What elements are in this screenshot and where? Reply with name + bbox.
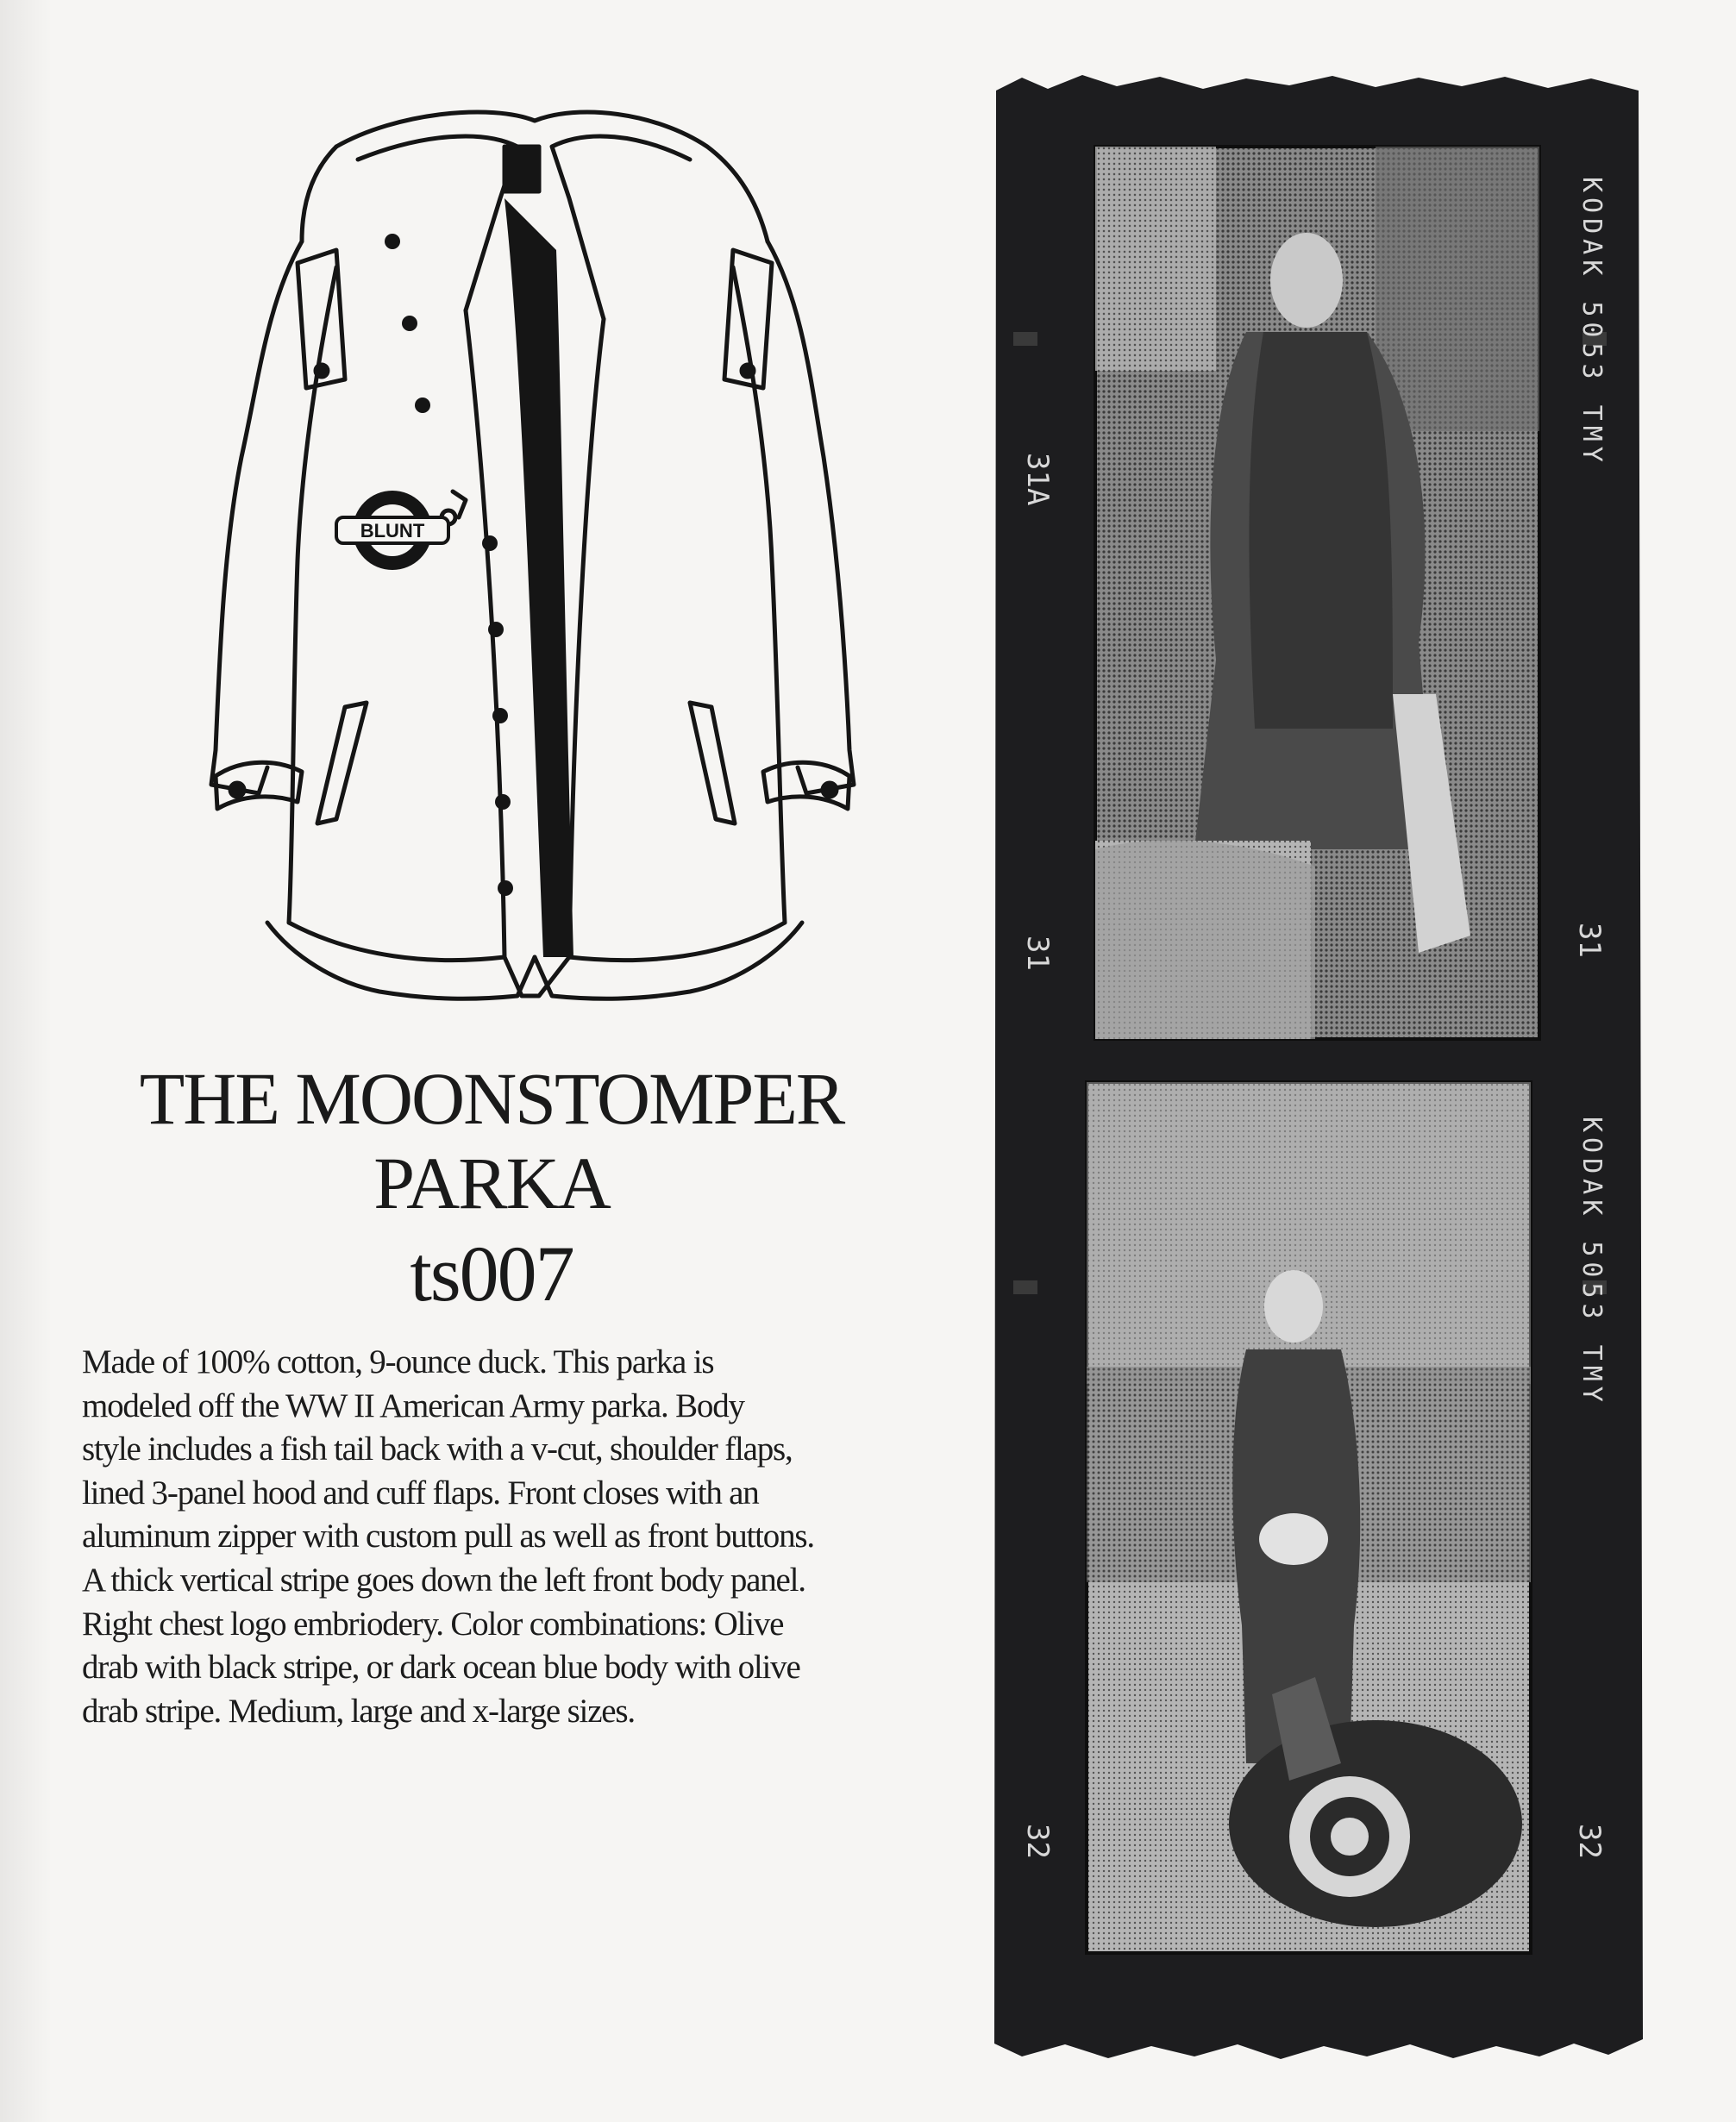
collar-tab: [505, 147, 539, 191]
description-line: Made of 100% cotton, 9-ounce duck. This parka is: [82, 1343, 714, 1380]
film-strip-graphic: [987, 73, 1651, 2061]
placket-buttons: [482, 535, 513, 896]
parka-illustration: [207, 95, 862, 1043]
left-pocket: [317, 703, 367, 823]
description-line: drab with black stripe, or dark ocean blue body with olive: [82, 1649, 800, 1687]
frame-number: 32: [1572, 1824, 1607, 1859]
film-edge-label: KODAK 5053 TMY: [1576, 1117, 1607, 1407]
right-side-outline: [768, 241, 854, 793]
hood-outline: [336, 112, 768, 241]
binding-shadow: [0, 0, 52, 2122]
vertical-stripe: [505, 198, 573, 957]
photo-frame-31: [1095, 147, 1539, 1039]
frame-number: 31A: [1020, 453, 1055, 506]
frame-number: 32: [1020, 1824, 1055, 1859]
product-title-line-1: THE MOONSTOMPER: [139, 1057, 844, 1140]
product-title-line-2: PARKA: [373, 1142, 610, 1224]
description-line: lined 3-panel hood and cuff flaps. Front closes with an: [82, 1474, 759, 1512]
left-buttons: [385, 234, 430, 413]
logo-text: BLUNT: [360, 520, 425, 541]
photo-frame-32: [1087, 1082, 1531, 1953]
description-line: style includes a fish tail back with a v-cut, shoulder flaps,: [82, 1430, 793, 1468]
product-title-block: [52, 1056, 931, 1318]
description-line: aluminum zipper with custom pull as well as front buttons.: [82, 1518, 814, 1556]
blunt-logo: [336, 491, 448, 570]
product-description: [82, 1341, 975, 1733]
film-edge-label: KODAK 5053 TMY: [1576, 177, 1607, 467]
description-line: drab stripe. Medium, large and x-large sizes.: [82, 1692, 635, 1730]
frame-number: 31: [1572, 923, 1607, 958]
frame-number: 31: [1020, 936, 1055, 971]
description-line: Right chest logo embriodery. Color combinations: Olive: [82, 1605, 784, 1643]
right-pocket: [690, 703, 735, 823]
film-strip: [987, 73, 1651, 2061]
left-side-outline: [211, 241, 302, 793]
description-line: modeled off the WW II American Army parka. Body: [82, 1386, 744, 1424]
product-code: ts007: [410, 1230, 573, 1318]
description-line: A thick vertical stripe goes down the left front body panel.: [82, 1561, 805, 1599]
